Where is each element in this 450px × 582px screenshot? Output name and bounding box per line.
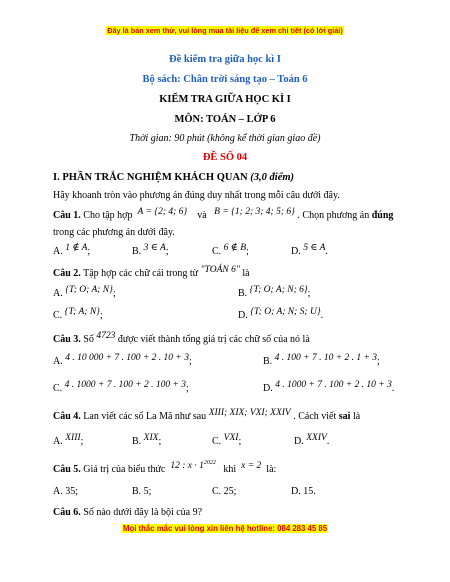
q2-option-d[interactable]: D. {T; O; A; N; S; U}. — [238, 307, 324, 321]
question-label: Câu 4. — [53, 411, 81, 422]
q3-option-b[interactable]: B. 4 . 100 + 7 . 10 + 2 . 1 + 3; — [263, 353, 380, 367]
q3-option-d[interactable]: D. 4 . 1000 + 7 . 100 + 2 . 10 + 3. — [263, 380, 395, 394]
question-text: Cho tập hợp — [83, 210, 133, 221]
question-text: Số nào dưới đây là bội của 9? — [83, 507, 203, 518]
roman-list: XIII; XIX; VXI; XXIV — [208, 408, 291, 418]
q4-option-d[interactable]: D. XXIV. — [294, 433, 330, 447]
subject-title: MÔN: TOÁN – LỚP 6 — [174, 114, 276, 125]
emphasis: đúng — [371, 210, 394, 221]
question-text: khi — [223, 464, 237, 476]
section-heading — [53, 172, 294, 183]
duration: Thời gian: 90 phút (không kể thời gian giao đề) — [129, 133, 321, 144]
q4-option-a[interactable]: A. XIII; — [53, 433, 84, 447]
q5-option-c[interactable]: C. 25; — [212, 486, 237, 497]
number: 4723 — [96, 331, 116, 341]
q1-option-d[interactable]: D. 5 ∈ A. — [291, 243, 328, 257]
question-label: Câu 5. — [53, 464, 81, 476]
set-a: A = {2; 4; 6} — [137, 207, 188, 217]
q3-option-c[interactable]: C. 4 . 1000 + 7 . 100 + 2 . 100 + 3; — [53, 380, 189, 394]
question-6 — [53, 507, 202, 518]
q1-option-b[interactable]: B. 3 ∈ A; — [132, 243, 169, 257]
question-text: được viết thành tổng giá trị các chữ số của nó là — [117, 334, 310, 345]
section-title: I. PHẦN TRẮC NGHIỆM KHÁCH QUAN — [53, 172, 248, 183]
book-series: Bộ sách: Chân trời sáng tạo – Toán 6 — [142, 74, 308, 85]
q3-option-a[interactable]: A. 4 . 10 000 + 7 . 100 + 2 . 10 + 3; — [53, 353, 192, 367]
question-label: Câu 6. — [53, 507, 81, 518]
question-2 — [53, 265, 250, 279]
question-text: . Cách viết — [293, 411, 337, 422]
exam-title: Đề kiểm tra giữa học kì I — [169, 54, 281, 65]
question-4 — [53, 408, 361, 422]
question-text: là — [352, 411, 361, 422]
emphasis: sai — [338, 411, 351, 422]
question-text: Lan viết các số La Mã như sau — [83, 411, 207, 422]
question-text: Số — [83, 334, 94, 345]
main-title: KIỂM TRA GIỮA HỌC KÌ I — [159, 94, 291, 105]
q2-option-a[interactable]: A. {T; O; A; N}; — [53, 285, 116, 299]
question-label: Câu 2. — [53, 268, 81, 279]
expression: 12 : $x \cdot 1^{2022}$ — [170, 460, 216, 472]
section-points: (3,0 điểm) — [250, 172, 295, 183]
question-text: là: — [266, 464, 277, 476]
condition: x = 2 — [241, 461, 262, 472]
exam-number: ĐỀ SỐ 04 — [202, 152, 248, 163]
question-label: Câu 3. — [53, 334, 81, 345]
q5-option-b[interactable]: B. 5; — [132, 486, 152, 497]
hotline-text: Mọi thắc mắc vui lòng xin liên hệ hotline: 084 283 45 85 — [122, 524, 328, 533]
question-text: Tập hợp các chữ cái trong từ — [83, 268, 199, 279]
q4-option-c[interactable]: C. VXI; — [212, 433, 242, 447]
question-1-cont: trong các phương án dưới đây. — [53, 227, 175, 238]
question-1 — [53, 207, 394, 221]
question-text: Giá trị của biểu thức — [83, 464, 166, 476]
question-text: và — [197, 210, 207, 221]
q5-option-a[interactable]: A. 35; — [53, 486, 78, 497]
preview-banner — [0, 25, 450, 36]
q1-option-c[interactable]: C. 6 ∉ B; — [212, 243, 249, 257]
section-instruction: Hãy khoanh tròn vào phương án đúng duy nhất trong mỗi câu dưới đây. — [53, 190, 340, 201]
set-b: B = {1; 2; 3; 4; 5; 6} — [214, 207, 295, 217]
q2-option-c[interactable]: C. {T; A; N}; — [53, 307, 103, 321]
q5-option-d[interactable]: D. 15. — [291, 486, 316, 497]
q2-option-b[interactable]: B. {T; O; A; N; 6}; — [238, 285, 311, 299]
question-5 — [53, 460, 277, 476]
q1-option-a[interactable]: A. 1 ∉ A; — [53, 243, 91, 257]
question-3 — [53, 331, 310, 345]
question-label: Câu 1. — [53, 210, 81, 221]
question-text: là — [242, 268, 250, 279]
preview-banner-text: Đây là bản xem thử, vui lòng mua tài liệu để xem chi tiết (có lời giải) — [107, 26, 343, 35]
question-text: . Chọn phương án — [297, 210, 370, 221]
hotline-footer — [0, 523, 450, 534]
q4-option-b[interactable]: B. XIX; — [132, 433, 162, 447]
word: "TOÁN 6" — [200, 265, 240, 275]
